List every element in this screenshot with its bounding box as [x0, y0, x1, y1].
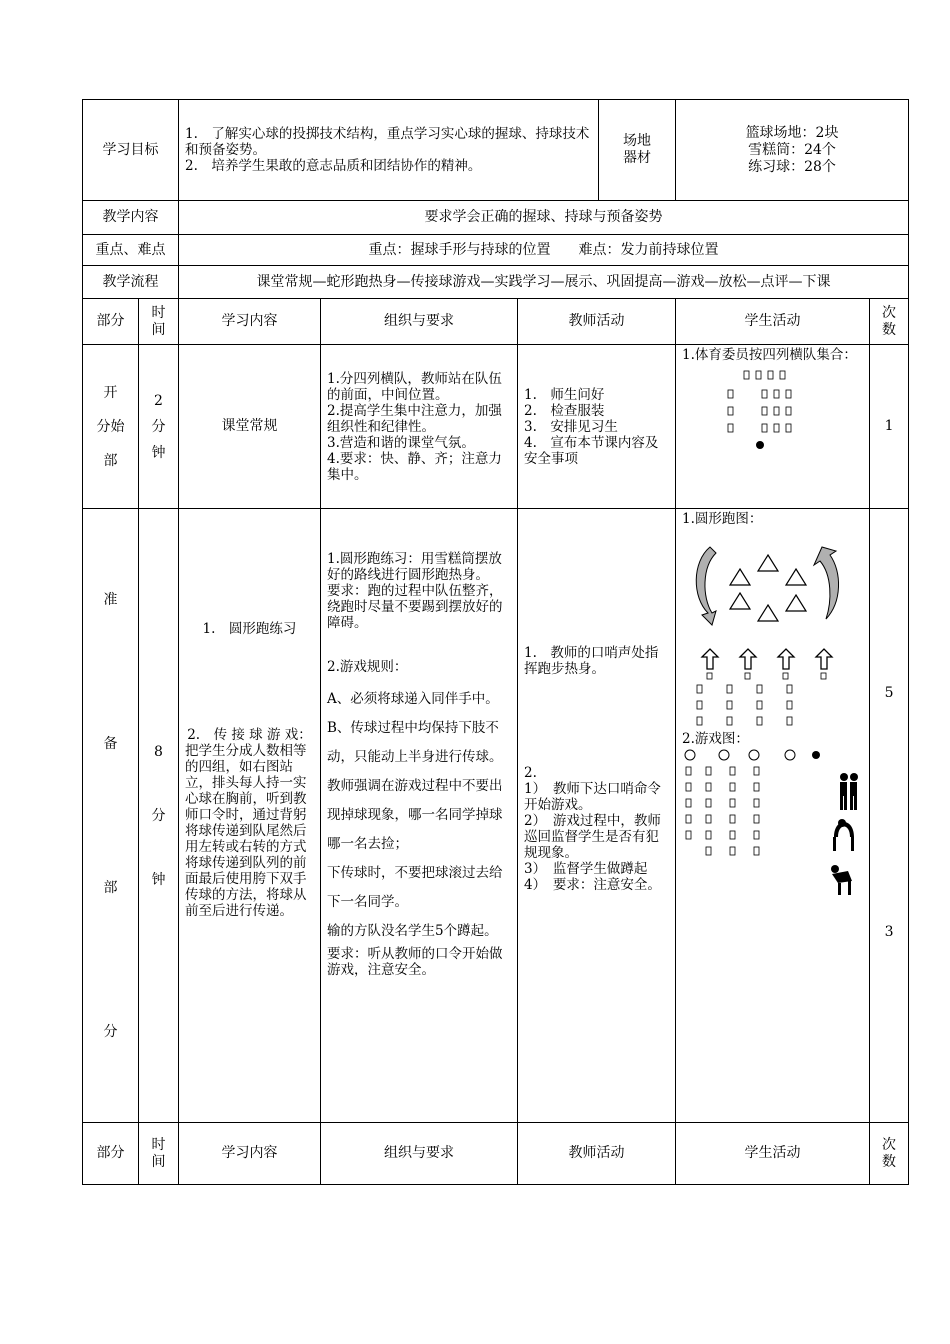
start-student [676, 345, 870, 509]
lesson-plan-table [82, 99, 909, 1185]
prep-study [179, 509, 321, 1123]
cone-icon [758, 555, 778, 571]
goal-text [179, 100, 599, 201]
crouch-figure-icon [831, 865, 852, 895]
footer-count: 次 数 [870, 1123, 909, 1185]
pass-game-diagram [682, 747, 862, 927]
cone-icon [730, 569, 750, 585]
start-teacher: 1. 师生问好 2. 检查服装 3. 安排见习生 4. 宣布本节课内容及安全事项 [518, 345, 676, 509]
start-student-title: 1.体育委员按四列横队集合： [682, 347, 857, 363]
footer-student: 学生活动 [676, 1123, 870, 1185]
flow-label: 教学流程 [83, 266, 179, 299]
prep-study-run: 1. 圆形跑练习 [202, 621, 297, 637]
goal-item: 2. 培养学生果敢的意志品质和团结协作的精神。 [185, 158, 482, 174]
content-label: 教学内容 [83, 201, 179, 235]
cone-icon [786, 595, 806, 611]
prep-study-game-body: 把学生分成人数相等的四组，如右图站立，排头每人持一实心球在胸前，听到教师口令时，通过背躬将球传递到队尾然后用左转或右转的方式将球传递到队列的前面最后使用胯下双手传球的方法，将球从前至后进行传递。 [185, 743, 307, 919]
start-study: 课堂常规 [179, 345, 321, 509]
equipment-item: 雪糕筒：24个 [748, 141, 836, 158]
venue-label: 场地 器材 [599, 100, 676, 201]
up-arrow-icon [740, 649, 756, 669]
up-arrow-icon [702, 649, 718, 669]
prep-time: 8 分 钟 [139, 509, 179, 1123]
header-teacher: 教师活动 [518, 299, 676, 345]
content-value: 要求学会正确的握球、持球与预备姿势 [179, 201, 909, 235]
header-study: 学习内容 [179, 299, 321, 345]
goal-list [185, 126, 592, 174]
start-count: 1 [870, 345, 909, 509]
pass-figure-icon [840, 773, 858, 810]
footer-part: 部分 [83, 1123, 139, 1185]
prep-org: 1.圆形跑练习：用雪糕筒摆放好的路线进行圆形跑热身。 要求：跑的过程中队伍整齐，绕跑时尽量不要踢到摆放好的障碍。 2.游戏规则： A、必须将球递入同伴手中。 B、传球过程中均保持下肢不动，只能动上半身进行传球。 教师强调在游戏过程中不要出现掉球现象，哪一名同学掉球哪一名去捡； 下传球时，不要把球滚过去给下一名同学。 输的方队没名学生5个蹲起。 要求：听从教师的口令开始做游戏，注意安全。 [321, 509, 518, 1123]
flow-value: 课堂常规—蛇形跑热身—传接球游戏—实践学习—展示、巩固提高—游戏—放松—点评—下课 [179, 266, 909, 299]
goal-label: 学习目标 [83, 100, 179, 201]
footer-teacher: 教师活动 [518, 1123, 676, 1185]
run-diagram-title: 1.圆形跑图： [682, 511, 763, 527]
prep-student [676, 509, 870, 1123]
prep-study-game-title: 2. 传 接 球 游 戏： [187, 727, 312, 743]
goal-item: 1. 了解实心球的投掷技术结构，重点学习实心球的握球、持球技术和预备姿势。 [185, 126, 590, 158]
footer-time: 时 间 [139, 1123, 179, 1185]
equipment-list [676, 100, 909, 201]
cone-icon [730, 593, 750, 609]
bend-figure-icon [833, 819, 854, 851]
footer-org: 组织与要求 [321, 1123, 518, 1185]
header-part: 部分 [83, 299, 139, 345]
prep-part: 准 备 部 分 [83, 509, 139, 1123]
formation-diagram [682, 363, 862, 453]
header-count: 次 数 [870, 299, 909, 345]
prep-teacher: 1. 教师的口哨声处指挥跑步热身。 2. 1） 教师下达口哨命令开始游戏。 2） 游戏过程中，教师巡回监督学生是否有犯规现象。 3） 监督学生做蹲起 4） 要求：注意安全。 [518, 509, 676, 1123]
up-arrow-icon [778, 649, 794, 669]
header-org: 组织与要求 [321, 299, 518, 345]
game-diagram-title: 2.游戏图： [682, 731, 749, 747]
prep-teacher-run: 1. 教师的口哨声处指挥跑步热身。 [524, 645, 659, 677]
teacher-icon [756, 441, 764, 449]
cone-icon [758, 605, 778, 621]
key-value: 重点：握球手形与持球的位置 难点：发力前持球位置 [179, 235, 909, 266]
key-label: 重点、难点 [83, 235, 179, 266]
header-time: 时 间 [139, 299, 179, 345]
teacher-icon [812, 751, 820, 759]
start-part: 开 分始 部 [83, 345, 139, 509]
start-time: 2 分 钟 [139, 345, 179, 509]
prep-count: 5 3 [870, 509, 909, 1123]
equipment-item: 篮球场地：2块 [745, 124, 839, 141]
start-org: 1.分四列横队，教师站在队伍的前面，中间位置。 2.提高学生集中注意力，加强组织性和纪律性。 3.营造和谐的课堂气氛。 4.要求：快、静、齐；注意力集中。 [321, 345, 518, 509]
up-arrow-icon [816, 649, 832, 669]
header-student: 学生活动 [676, 299, 870, 345]
circle-run-diagram [682, 527, 862, 727]
cone-icon [786, 569, 806, 585]
equipment-item: 练习球：28个 [748, 158, 836, 175]
footer-study: 学习内容 [179, 1123, 321, 1185]
curved-arrow-right-icon [814, 547, 839, 619]
curved-arrow-left-icon [696, 547, 716, 625]
